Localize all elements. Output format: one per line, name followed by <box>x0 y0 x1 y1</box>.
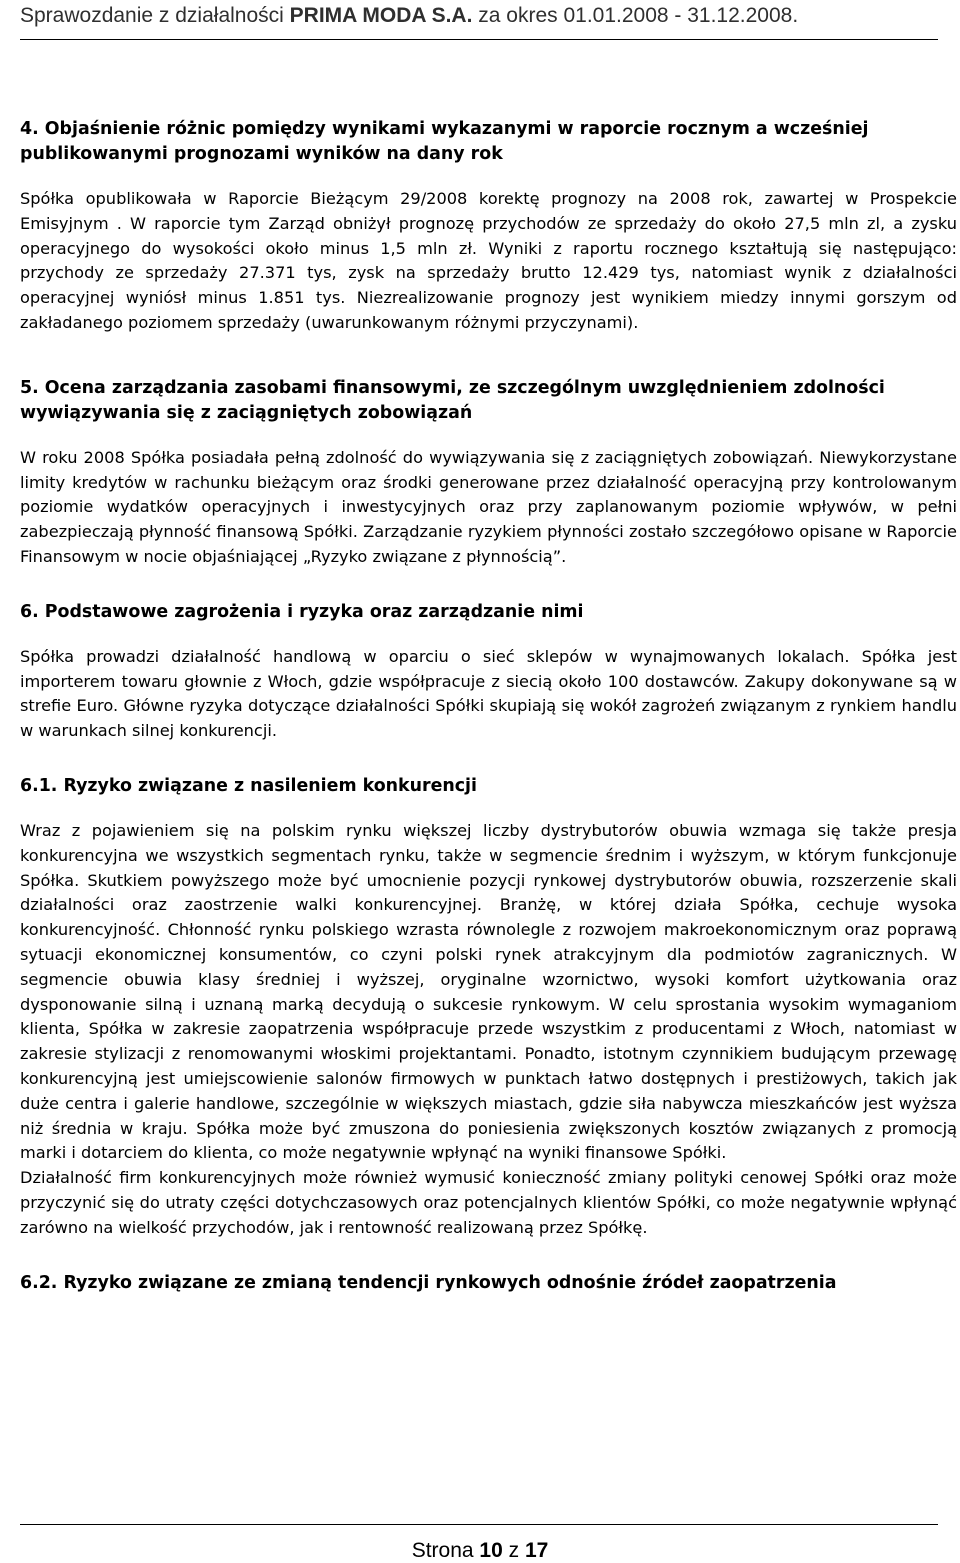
section-6 <box>20 600 957 744</box>
page-number <box>0 1540 960 1562</box>
section-4 <box>20 117 957 336</box>
page-number-separator: z <box>502 1539 525 1562</box>
section-5 <box>20 376 957 570</box>
header-period: za okres 01.01.2008 - 31.12.2008. <box>472 4 799 27</box>
section-6-2-heading: 6.2. Ryzyko związane ze zmianą tendencji rynkowych odnośnie źródeł zaopatrzenia <box>20 1272 837 1293</box>
section-5-paragraph: W roku 2008 Spółka posiadała pełną zdolność do wywiązywania się z zaciągniętych zobowiązań. Niewykorzystane limity kredytów w rachunku bieżącym oraz środki generowane przez działalność operacyjną przy kontrolowanym poziomie wydatków operacyjnych i inwestycyjnych oraz przy zaplanowanym poziomie wpływów, w pełni zabezpieczają płynność finansową Spółki. Zarządzanie ryzykiem płynności zostało szczegółowo opisane w Raporcie Finansowym w nocie objaśniającej „Ryzyko związane z płynnością”. <box>20 447 957 566</box>
header-company: PRIMA MODA S.A. <box>289 4 473 27</box>
section-6-1-heading: 6.1. Ryzyko związane z nasileniem konkurencji <box>20 775 477 796</box>
section-5-heading: 5. Ocena zarządzania zasobami finansowymi, ze szczególnym uwzględnieniem zdolności wywiązywania się z zaciągniętych zobowiązań <box>20 377 885 423</box>
page-number-current: 10 <box>479 1539 503 1562</box>
header-prefix: Sprawozdanie z działalności <box>20 4 290 27</box>
section-4-paragraph: Spółka opublikowała w Raporcie Bieżącym 29/2008 korektę prognozy na 2008 rok, zawartej w Prospekcie Emisyjnym . W raporcie tym Zarząd obniżył prognozę przychodów ze sprzedaży do około 27,5 mln zl, a zysku operacyjnego do wysokości około minus 1,5 mln zł. Wyniki z raportu rocznego kształtują się następująco: przychody ze sprzedaży 27.371 tys, zysk na sprzedaży brutto 12.429 tys, natomiast wynik z działalności operacyjnej wyniósł minus 1.851 tys. Niezrealizowanie prognozy jest wynikiem miedzy innymi gorszym od zakładanego poziomem sprzedaży (uwarunkowanym różnymi przyczynami). <box>20 189 957 332</box>
section-4-heading: 4. Objaśnienie różnic pomiędzy wynikami wykazanymi w raporcie rocznym a wcześniej publikowanymi prognozami wyników na dany rok <box>20 119 869 164</box>
section-6-1 <box>20 774 957 1241</box>
section-6-1-paragraph-2: Działalność firm konkurencyjnych może również wymusić konieczność zmiany polityki cenowej Spółki oraz może przyczynić się do utraty części dotychczasowych oraz potencjalnych klientów Spółki, co może negatywnie wpłynąć zarówno na wielkość przychodów, jak i rentowność realizowaną przez Spółkę. <box>20 1168 957 1237</box>
page-number-total: 17 <box>524 1539 549 1562</box>
footer-divider <box>20 1524 938 1525</box>
page-header <box>20 3 938 40</box>
header-title <box>20 3 938 29</box>
document-body <box>20 117 957 1296</box>
section-6-paragraph: Spółka prowadzi działalność handlową w oparciu o sieć sklepów w wynajmowanych lokalach. Spółka jest importerem towaru głownie z Włoch, gdzie współpracuje z siecią około 100 dostawców. Zakupy dokonywane są w strefie Euro. Główne ryzyka dotyczące działalności Spółki skupiają się wokół zagrożeń związanym z rynkiem handlu w warunkach silnej konkurencji. <box>20 646 957 741</box>
section-6-1-paragraph-1: Wraz z pojawieniem się na polskim rynku większej liczby dystrybutorów obuwia wzmaga się także presja konkurencyjna we wszystkich segmentach rynku, także w segmencie średnim i wyższym, w którym funkcjonuje Spółka. Skutkiem powyższego może być umocnienie pozycji rynkowej dystrybutorów obuwia, rozszerzenie skali działalności oraz zaostrzenie walki konkurencyjnej. Branżę, w której działa Spółka, cechuje wysoka konkurencyjność. Chłonność rynku polskiego wzrasta równolegle z rozwojem makroekonomicznym oraz poprawą sytuacji ekonomicznej konsumentów, co czyni polski rynek atrakcyjnym dla podmiotów zagranicznych. W segmencie obuwia klasy średniej i wyższej, oryginalne wzornictwo, wysoki komfort użytkowania oraz dysponowanie silną i uznaną marką decydują o sukcesie rynkowym. W celu sprostania wysokim wymaganiom klienta, Spółka w zakresie zaopatrzenia współpracuje przede wszystkim z producentami z Włoch, natomiast w zakresie stylizacji z renomowanymi włoskimi projektantami. Ponadto, istotnym czynnikiem budującym przewagę konkurencyjną jest umiejscowienie salonów firmowych w punktach łatwo dostępnych i prestiżowych, takich jak duże centra i galerie handlowe, szczególnie w większych miastach, gdzie siła nabywcza mieszkańców jest wyższa niż średnia w kraju. Spółka może być zmuszona do poniesienia zwiększonych kosztów związanych z promocją marki i dotarciem do klienta, co może negatywnie wpłynąć na wyniki finansowe Spółki. <box>20 820 957 1163</box>
page-number-label: Strona <box>411 1539 480 1562</box>
section-6-heading: 6. Podstawowe zagrożenia i ryzyka oraz zarządzanie nimi <box>20 601 584 622</box>
section-6-2 <box>20 1271 957 1296</box>
